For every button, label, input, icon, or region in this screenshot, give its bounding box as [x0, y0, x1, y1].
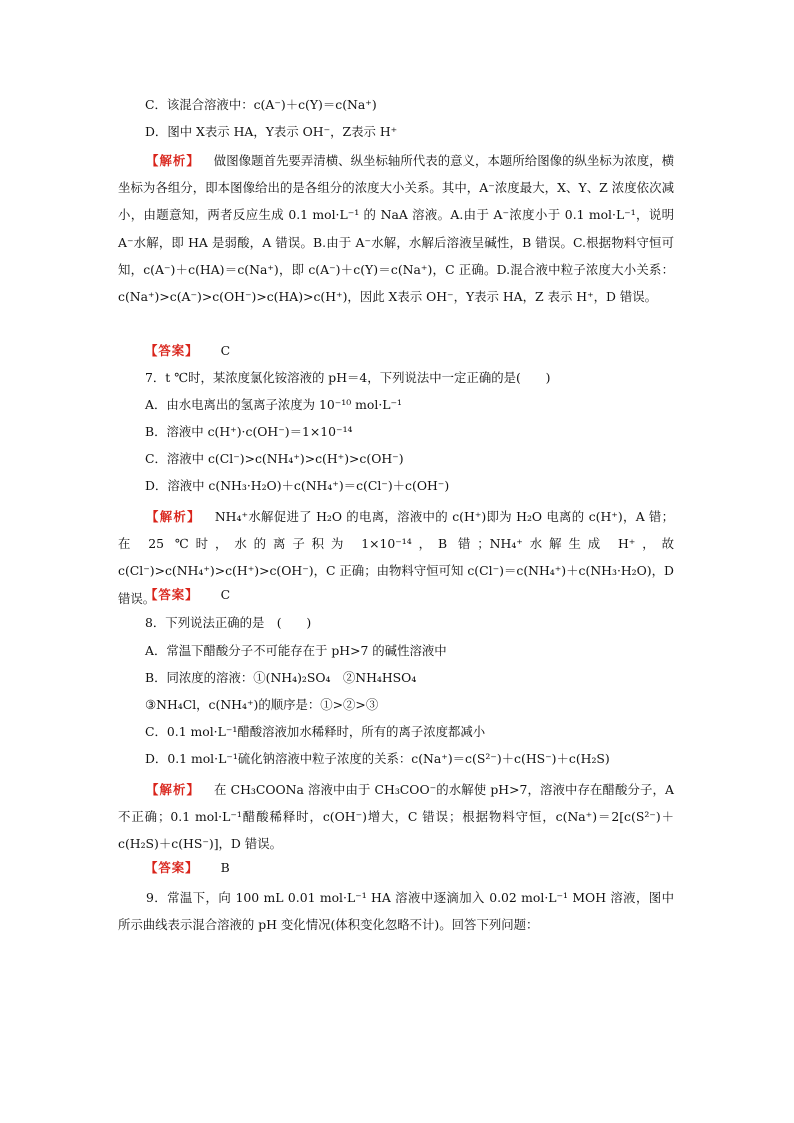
q8-answer	[145, 856, 230, 880]
q8-stem: 8．下列说法正确的是 ( )	[145, 615, 312, 630]
q6-answer	[145, 339, 230, 363]
q8-analysis	[118, 776, 674, 858]
analysis-text: NH₄⁺水解促进了 H₂O 的电离，溶液中的 c(H⁺)即为 H₂O 电离的 c(H⁺)，A 错；在 25 ℃时，水的离子积为 1×10⁻¹⁴，B 错；NH₄⁺水解生成 H⁺，故 c(Cl⁻)>c(NH₄⁺)>c(H⁺)>c(OH⁻)，C 正确；由物料守恒可知 c(Cl⁻)＝c(NH₄⁺)＋c(NH₃·H₂O)，D 错误。	[118, 509, 675, 606]
analysis-text: 在 CH₃COONa 溶液中由于 CH₃COO⁻的水解使 pH>7，溶液中存在醋酸分子，A 不正确；0.1 mol·L⁻¹醋酸稀释时，c(OH⁻)增大，C 错误；根据物料守恒，c(Na⁺)＝2[c(S²⁻)＋c(H₂S)＋c(HS⁻)]，D 错误。	[118, 782, 675, 852]
q7-answer	[145, 583, 230, 607]
q7-option-c: C．溶液中 c(Cl⁻)>c(NH₄⁺)>c(H⁺)>c(OH⁻)	[145, 451, 404, 466]
analysis-tag: 【解析】	[146, 153, 200, 168]
analysis-tag: 【解析】	[146, 509, 201, 524]
analysis-text: 做图像题首先要弄清横、纵坐标轴所代表的意义，本题所给图像的纵坐标为浓度，横坐标为各组分，即本图像给出的是各组分的浓度大小关系。其中，A⁻浓度最大，X、Y、Z 浓度依次减小，由题意知，两者反应生成 0.1 mol·L⁻¹ 的 NaA 溶液。A.由于 A⁻浓度小于 0.1 mol·L⁻¹，说明 A⁻水解，即 HA 是弱酸，A 错误。B.由于 A⁻水解，水解后溶液呈碱性，B 错误。C.根据物料守恒可知，c(A⁻)＋c(HA)＝c(Na⁺)，即 c(A⁻)＋c(Y)＝c(Na⁺)，C 正确。D.混合液中粒子浓度大小关系：c(Na⁺)>c(A⁻)>c(OH⁻)>c(HA)>c(H⁺)，因此 X表示 OH⁻，Y表示 HA，Z 表示 H⁺，D 错误。	[118, 153, 675, 305]
answer-tag: 【答案】	[145, 860, 199, 875]
q6-option-d: D．图中 X表示 HA，Y表示 OH⁻，Z表示 H⁺	[145, 124, 398, 139]
q8-option-a: A．常温下醋酸分子不可能存在于 pH>7 的碱性溶液中	[145, 643, 447, 658]
q9-stem: 9．常温下，向 100 mL 0.01 mol·L⁻¹ HA 溶液中逐滴加入 0.02 mol·L⁻¹ MOH 溶液，图中所示曲线表示混合溶液的 pH 变化情况(体积变化忽略不计)。回答下列问题：	[118, 890, 674, 933]
q7-option-a: A．由水电离出的氢离子浓度为 10⁻¹⁰ mol·L⁻¹	[145, 397, 402, 412]
q8-option-d: D．0.1 mol·L⁻¹硫化钠溶液中粒子浓度的关系：c(Na⁺)＝c(S²⁻)＋c(HS⁻)＋c(H₂S)	[145, 751, 610, 766]
answer-value: C	[220, 587, 231, 602]
q6-analysis	[118, 147, 674, 310]
q6-option-c: C．该混合溶液中：c(A⁻)＋c(Y)＝c(Na⁺)	[145, 97, 377, 112]
answer-tag: 【答案】	[145, 587, 199, 602]
answer-tag: 【答案】	[145, 343, 199, 358]
answer-value: B	[220, 860, 230, 875]
analysis-tag: 【解析】	[146, 782, 201, 797]
q7-stem: 7．t ℃时，某浓度氯化铵溶液的 pH＝4，下列说法中一定正确的是( )	[145, 370, 551, 385]
q8-option-c: C．0.1 mol·L⁻¹醋酸溶液加水稀释时，所有的离子浓度都减小	[145, 724, 486, 739]
q7-option-b: B．溶液中 c(H⁺)·c(OH⁻)＝1×10⁻¹⁴	[145, 424, 353, 439]
answer-value: C	[220, 343, 231, 358]
q7-option-d: D．溶液中 c(NH₃·H₂O)＋c(NH₄⁺)＝c(Cl⁻)＋c(OH⁻)	[145, 478, 450, 493]
q8-option-b-line1: B．同浓度的溶液：①(NH₄)₂SO₄ ②NH₄HSO₄	[145, 670, 417, 685]
q8-option-b-line2: ③NH₄Cl，c(NH₄⁺)的顺序是：①>②>③	[145, 697, 379, 712]
